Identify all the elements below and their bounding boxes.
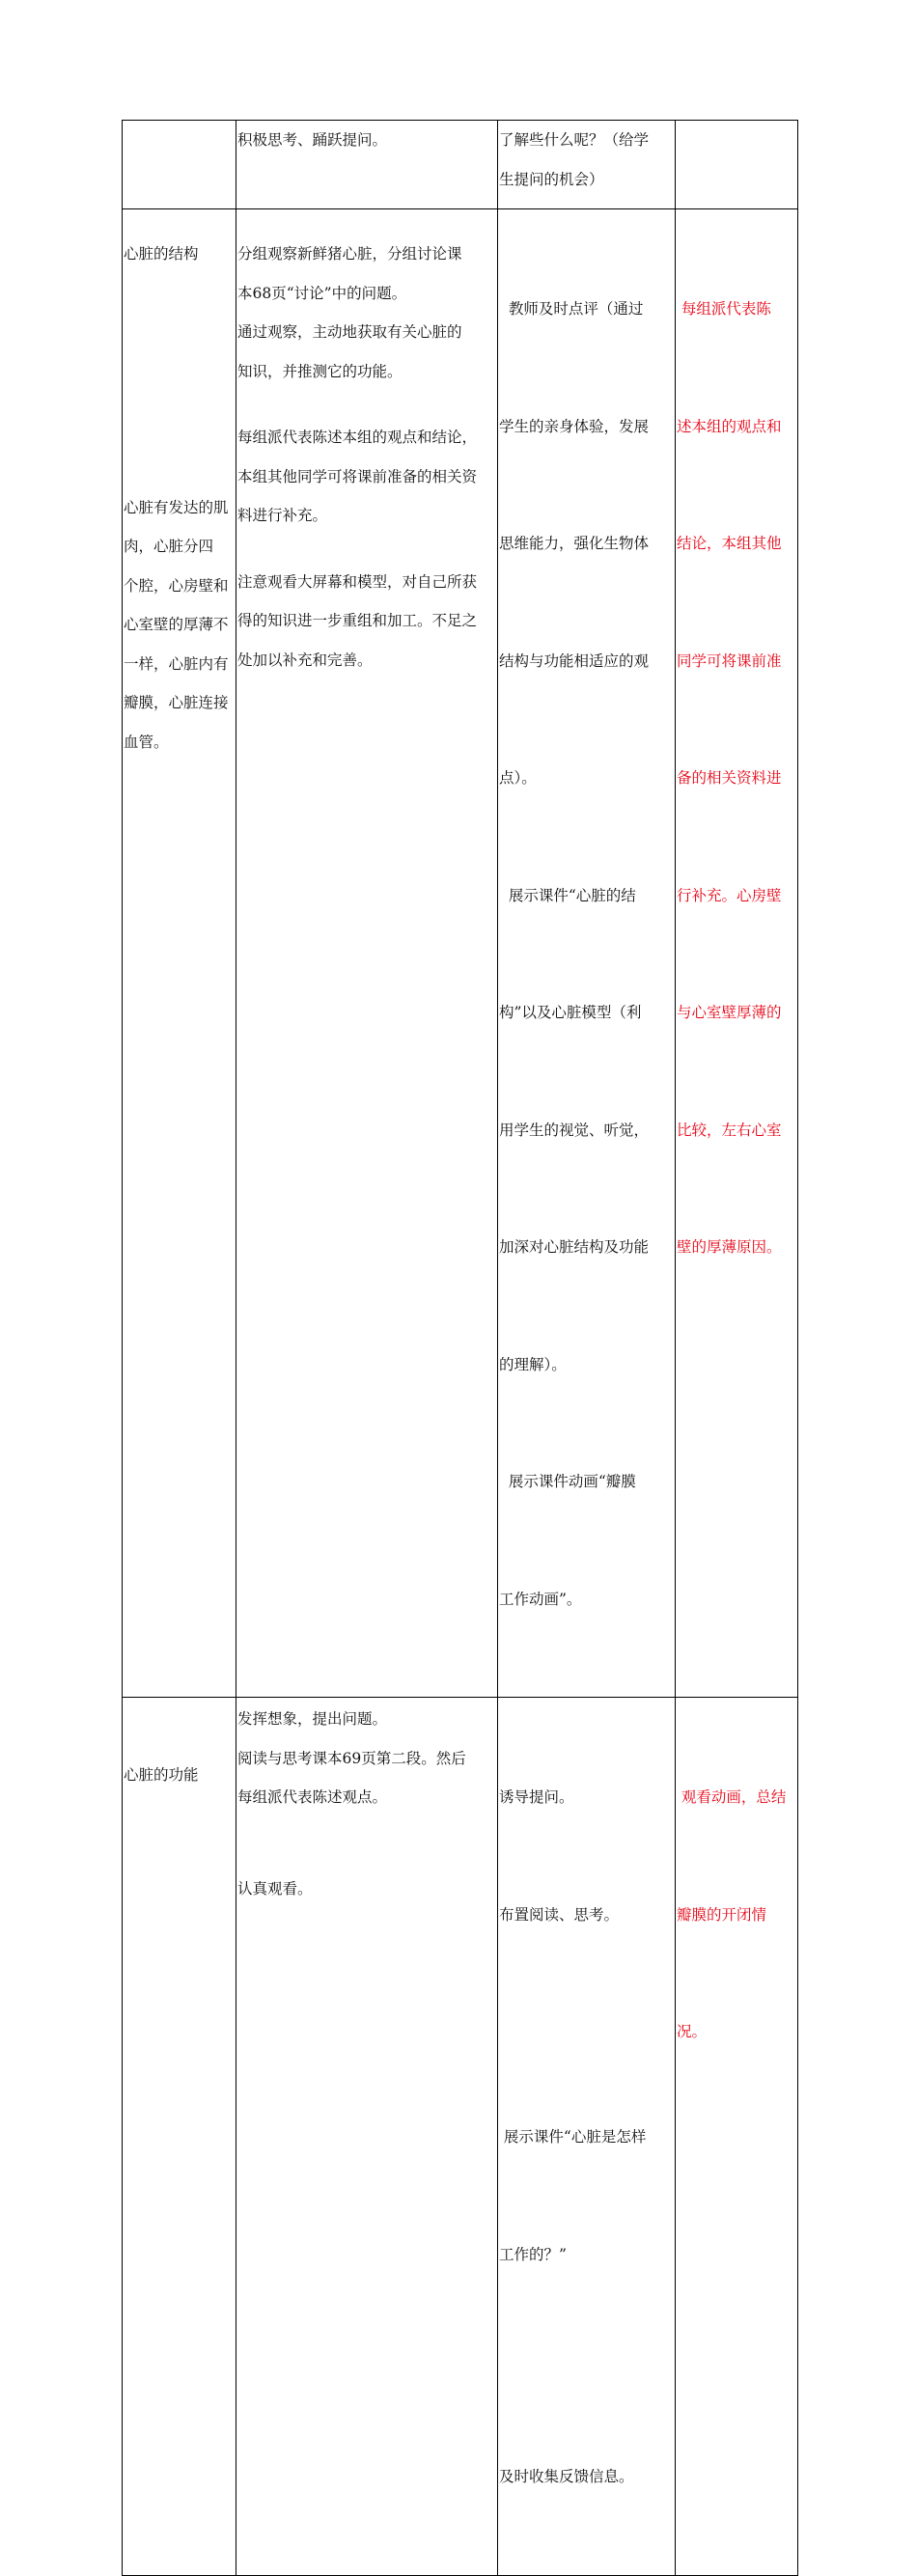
cell-student-activity [236,1698,498,2576]
table-row [123,1698,798,2576]
cell-teacher-activity [498,209,676,1698]
cell-teacher-activity [498,1698,676,2576]
student-activity-text: 积极思考、踊跃提问。 [237,131,388,149]
cell-design-intent [676,1698,798,2576]
student-activity-text: 发挥想象，提出问题。 阅读与思考课本69页第二段。然后 每组派代表陈述观点。 认真观看。 [237,1710,466,1897]
design-intent-text: 每组派代表陈 述本组的观点和 结论，本组其他 同学可将课前准 备的相关资料进 行补充。心房壁 与心室壁厚薄的 比较，左右心室 壁的厚薄原因。 [677,300,782,1256]
cell-topic [123,1698,236,2576]
cell-teacher-activity [498,121,676,209]
cell-design-intent [676,121,798,209]
cell-topic [123,121,236,209]
cell-student-activity [236,209,498,1698]
design-intent-text: 观看动画，总结 瓣膜的开闭情 况。 [677,1788,787,2040]
cell-topic [123,209,236,1698]
student-activity-text: 分组观察新鲜猪心脏，分组讨论课 本68页“讨论”中的问题。 通过观察，主动地获取有关心脏的 知识，并推测它的功能。 每组派代表陈述本组的观点和结论， 本组其他同学可将课前准备的相关资 料进行补充。 注意观看大屏幕和模型，对自己所获 得的知识进一步重组和加工。不足之 处加以补充和完善。 [237,245,478,669]
topic-title: 心脏的功能 [124,1766,199,1784]
table-row [123,209,798,1698]
topic-summary: 心脏有发达的肌 肉，心脏分四 个腔，心房壁和 心室壁的厚薄不 一样，心脏内有 瓣膜，心脏连接 血管。 [124,498,229,751]
topic-title: 心脏的结构 [124,245,199,263]
table-row [123,121,798,209]
cell-student-activity [236,121,498,209]
lesson-plan-table [122,120,798,2576]
teacher-activity-text: 诱导提问。 布置阅读、思考。 展示课件“心脏是怎样 工作的？” 及时收集反馈信息。 [499,1788,647,2485]
teacher-activity-text: 教师及时点评（通过 学生的亲身体验，发展 思维能力，强化生物体 结构与功能相适应的观 点）。 展示课件“心脏的结 构”以及心脏模型（利 用学生的视觉、听觉， 加深对心脏结构及功能 的理解）。 展示课件动画“瓣膜 工作动画”。 [499,300,650,1608]
teacher-activity-text: 了解些什么呢？（给学 生提问的机会） [499,131,650,188]
cell-design-intent [676,209,798,1698]
